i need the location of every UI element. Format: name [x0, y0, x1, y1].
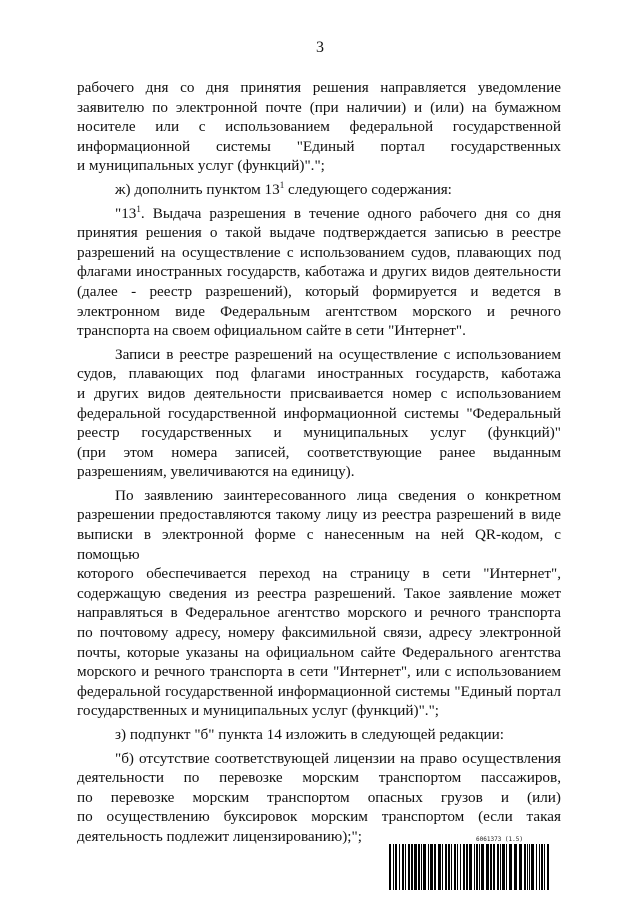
text-line: по осуществлению буксировок морским транспортом (если такая [77, 808, 561, 826]
text-line: почты, которые указаны на официальном сайте Федерального агентства [77, 643, 561, 661]
text-line: и других видов деятельности присваивается номер с использованием [77, 384, 561, 402]
text-line: транспорта на своем официальном сайте в сети "Интернет". [77, 322, 466, 340]
text-line: электронном виде Федеральным агентством морского и речного [77, 302, 561, 320]
text-line: федеральной государственной информационной системы "Федеральный [77, 404, 561, 422]
text-line: заявителю по электронной почте (при наличии) и (или) на бумажном [77, 98, 561, 116]
barcode-block [389, 836, 553, 890]
text-line: по почтовому адресу, номеру факсимильной связи, адресу электронной [77, 624, 561, 642]
text-line: судов, плавающих под флагами иностранных государств, каботажа [77, 365, 561, 383]
text-line: государственных и муниципальных услуг (функций)"."; [77, 702, 439, 720]
text-line: (далее - реестр разрешений), который формируется и ведется в [77, 282, 561, 300]
text-line: по перевозке морским транспортом опасных грузов и (или) [77, 788, 561, 806]
text-line: деятельность подлежит лицензированию);"; [77, 827, 362, 845]
text-line: (при этом номера записей, соответствующие ранее выданным [77, 443, 561, 461]
text-line: "б) отсутствие соответствующей лицензии на право осуществления [115, 749, 561, 767]
text-line: и муниципальных услуг (функций)"."; [77, 157, 325, 175]
text-line: которого обеспечивается переход на страницу в сети "Интернет", [77, 565, 561, 583]
text-line: информационной системы "Единый портал государственных [77, 137, 561, 155]
text-line: разрешений на осуществление с использованием судов, плавающих под [77, 243, 561, 261]
text-line: флагами иностранных государств, каботажа и других видов деятельности [77, 263, 561, 281]
text-line: направляться в Федеральное агентство морского и речного транспорта [77, 604, 561, 622]
text-line: деятельности по перевозке морским транспортом пассажиров, [77, 769, 561, 787]
text-line: Записи в реестре разрешений на осуществление с использованием [115, 345, 561, 363]
text-line: носителе или с использованием федеральной государственной [77, 118, 561, 136]
text-line: реестр государственных и муниципальных услуг (функций)" [77, 424, 561, 442]
barcode-image [389, 844, 553, 890]
barcode-caption: 6061373 (1.5) [476, 836, 523, 843]
text-line: морского и речного транспорта в сети "Интернет", или с использованием [77, 663, 561, 681]
text-line: принятия решения о такой выдаче подтверждается записью в реестре [77, 224, 561, 242]
text-line: ж) дополнить пунктом $13^1$ следующего содержания: [115, 179, 452, 198]
text-line: з) подпункт "б" пункта 14 изложить в следующей редакции: [115, 726, 504, 743]
text-line: рабочего дня со дня принятия решения направляется уведомление [77, 79, 561, 96]
text-line: федеральной государственной информационной системы "Единый портал [77, 682, 561, 700]
document-body [77, 78, 561, 847]
page-number: 3 [316, 39, 324, 56]
text-line: разрешении предоставляются такому лицу из реестра разрешений в виде [77, 506, 561, 524]
text-line: "$13^1$. Выдача разрешения в течение одного рабочего дня со дня [115, 203, 561, 222]
text-line: разрешениям, увеличиваются на единицу). [77, 463, 355, 481]
text-line: выписки в электронной форме с нанесенным на ней QR-кодом, с помощью [77, 526, 561, 563]
text-line: По заявлению заинтересованного лица сведения о конкретном [115, 486, 561, 504]
text-line: содержащую сведения из реестра разрешений. Такое заявление может [77, 584, 561, 602]
